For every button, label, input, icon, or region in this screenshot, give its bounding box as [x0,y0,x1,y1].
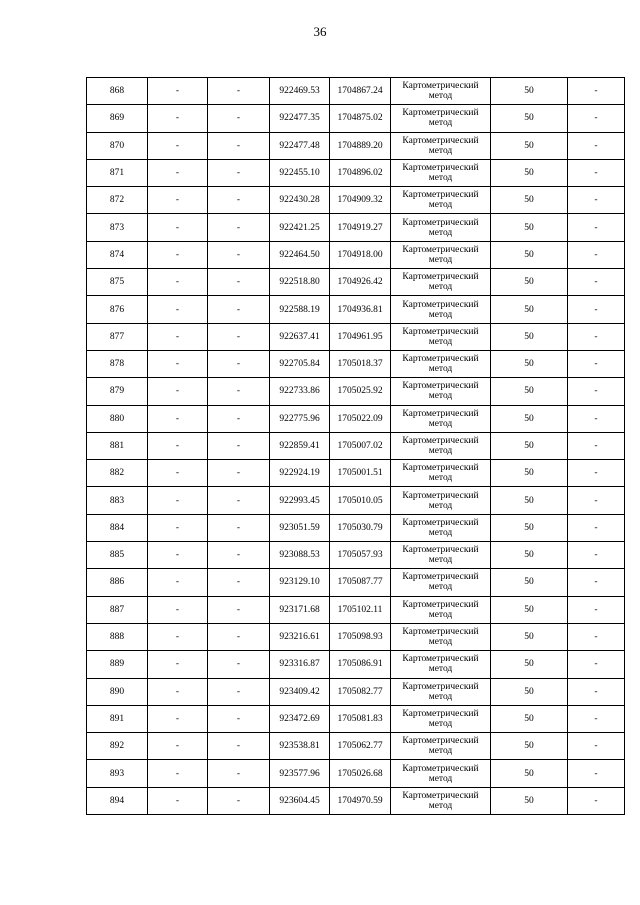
accuracy-cell: 50 [491,569,568,596]
dash-cell: - [148,623,208,650]
dash-cell: - [208,105,270,132]
dash-cell: - [568,623,625,650]
dash-cell: - [568,378,625,405]
accuracy-cell: 50 [491,651,568,678]
dash-cell: - [148,787,208,814]
x-coordinate-cell: 923472.69 [270,705,330,732]
x-coordinate-cell: 923577.96 [270,760,330,787]
method-cell: Картометрический метод [391,214,491,241]
point-number-cell: 872 [87,187,148,214]
point-number-cell: 874 [87,241,148,268]
dash-cell: - [568,269,625,296]
dash-cell: - [568,678,625,705]
table-row [87,514,625,541]
dash-cell: - [208,214,270,241]
dash-cell: - [148,678,208,705]
dash-cell: - [148,760,208,787]
dash-cell: - [208,678,270,705]
dash-cell: - [208,296,270,323]
point-number-cell: 878 [87,350,148,377]
y-coordinate-cell: 1704875.02 [330,105,391,132]
y-coordinate-cell: 1705001.51 [330,460,391,487]
dash-cell: - [148,378,208,405]
x-coordinate-cell: 922455.10 [270,159,330,186]
point-number-cell: 873 [87,214,148,241]
accuracy-cell: 50 [491,187,568,214]
table-row [87,623,625,650]
point-number-cell: 868 [87,78,148,105]
method-cell: Картометрический метод [391,514,491,541]
y-coordinate-cell: 1704909.32 [330,187,391,214]
dash-cell: - [568,241,625,268]
method-cell: Картометрический метод [391,678,491,705]
table-row [87,187,625,214]
x-coordinate-cell: 922477.48 [270,132,330,159]
table-row [87,596,625,623]
dash-cell: - [568,187,625,214]
dash-cell: - [568,569,625,596]
dash-cell: - [568,705,625,732]
table-row [87,487,625,514]
method-cell: Картометрический метод [391,323,491,350]
method-cell: Картометрический метод [391,405,491,432]
table-row [87,760,625,787]
y-coordinate-cell: 1704926.42 [330,269,391,296]
x-coordinate-cell: 922588.19 [270,296,330,323]
dash-cell: - [148,187,208,214]
method-cell: Картометрический метод [391,787,491,814]
x-coordinate-cell: 922859.41 [270,432,330,459]
method-cell: Картометрический метод [391,78,491,105]
table-row [87,78,625,105]
y-coordinate-cell: 1705007.02 [330,432,391,459]
accuracy-cell: 50 [491,487,568,514]
x-coordinate-cell: 922705.84 [270,350,330,377]
dash-cell: - [568,350,625,377]
method-cell: Картометрический метод [391,105,491,132]
table-row [87,350,625,377]
accuracy-cell: 50 [491,760,568,787]
dash-cell: - [148,214,208,241]
table-row [87,405,625,432]
dash-cell: - [208,78,270,105]
dash-cell: - [148,569,208,596]
y-coordinate-cell: 1705087.77 [330,569,391,596]
y-coordinate-cell: 1704936.81 [330,296,391,323]
dash-cell: - [568,159,625,186]
table-row [87,569,625,596]
point-number-cell: 881 [87,432,148,459]
point-number-cell: 875 [87,269,148,296]
dash-cell: - [568,105,625,132]
x-coordinate-cell: 923129.10 [270,569,330,596]
y-coordinate-cell: 1704961.95 [330,323,391,350]
dash-cell: - [208,350,270,377]
x-coordinate-cell: 922469.53 [270,78,330,105]
dash-cell: - [208,460,270,487]
dash-cell: - [208,378,270,405]
dash-cell: - [568,132,625,159]
x-coordinate-cell: 922518.80 [270,269,330,296]
table-row [87,241,625,268]
table-row [87,323,625,350]
method-cell: Картометрический метод [391,187,491,214]
point-number-cell: 869 [87,105,148,132]
dash-cell: - [568,78,625,105]
dash-cell: - [208,514,270,541]
dash-cell: - [208,787,270,814]
accuracy-cell: 50 [491,296,568,323]
dash-cell: - [148,514,208,541]
dash-cell: - [208,487,270,514]
dash-cell: - [148,296,208,323]
x-coordinate-cell: 923409.42 [270,678,330,705]
accuracy-cell: 50 [491,460,568,487]
method-cell: Картометрический метод [391,460,491,487]
x-coordinate-cell: 923171.68 [270,596,330,623]
dash-cell: - [568,460,625,487]
y-coordinate-cell: 1705102.11 [330,596,391,623]
x-coordinate-cell: 922477.35 [270,105,330,132]
point-number-cell: 877 [87,323,148,350]
table-row [87,733,625,760]
dash-cell: - [568,733,625,760]
accuracy-cell: 50 [491,514,568,541]
dash-cell: - [208,542,270,569]
dash-cell: - [148,78,208,105]
y-coordinate-cell: 1705086.91 [330,651,391,678]
y-coordinate-cell: 1705025.92 [330,378,391,405]
method-cell: Картометрический метод [391,705,491,732]
accuracy-cell: 50 [491,787,568,814]
point-number-cell: 894 [87,787,148,814]
x-coordinate-cell: 922775.96 [270,405,330,432]
y-coordinate-cell: 1704896.02 [330,159,391,186]
method-cell: Картометрический метод [391,542,491,569]
point-number-cell: 890 [87,678,148,705]
accuracy-cell: 50 [491,678,568,705]
dash-cell: - [148,542,208,569]
accuracy-cell: 50 [491,542,568,569]
x-coordinate-cell: 922464.50 [270,241,330,268]
table-row [87,460,625,487]
y-coordinate-cell: 1705010.05 [330,487,391,514]
dash-cell: - [148,105,208,132]
point-number-cell: 883 [87,487,148,514]
method-cell: Картометрический метод [391,350,491,377]
dash-cell: - [208,323,270,350]
dash-cell: - [568,432,625,459]
point-number-cell: 885 [87,542,148,569]
point-number-cell: 888 [87,623,148,650]
accuracy-cell: 50 [491,378,568,405]
table-row [87,132,625,159]
accuracy-cell: 50 [491,105,568,132]
dash-cell: - [148,432,208,459]
dash-cell: - [208,132,270,159]
point-number-cell: 887 [87,596,148,623]
dash-cell: - [568,323,625,350]
dash-cell: - [568,296,625,323]
point-number-cell: 891 [87,705,148,732]
table-row [87,542,625,569]
dash-cell: - [568,596,625,623]
dash-cell: - [568,405,625,432]
table-row [87,105,625,132]
accuracy-cell: 50 [491,350,568,377]
method-cell: Картометрический метод [391,132,491,159]
dash-cell: - [148,596,208,623]
dash-cell: - [148,487,208,514]
coordinates-table-body [87,78,625,815]
point-number-cell: 880 [87,405,148,432]
dash-cell: - [148,405,208,432]
dash-cell: - [148,733,208,760]
page-number: 36 [313,24,327,39]
dash-cell: - [208,651,270,678]
point-number-cell: 889 [87,651,148,678]
accuracy-cell: 50 [491,623,568,650]
table-row [87,705,625,732]
table-row [87,678,625,705]
dash-cell: - [208,241,270,268]
dash-cell: - [568,514,625,541]
x-coordinate-cell: 922733.86 [270,378,330,405]
dash-cell: - [208,733,270,760]
method-cell: Картометрический метод [391,733,491,760]
point-number-cell: 893 [87,760,148,787]
y-coordinate-cell: 1705057.93 [330,542,391,569]
accuracy-cell: 50 [491,78,568,105]
dash-cell: - [148,159,208,186]
table-row [87,432,625,459]
table-row [87,159,625,186]
method-cell: Картометрический метод [391,296,491,323]
dash-cell: - [568,487,625,514]
table-row [87,269,625,296]
dash-cell: - [568,651,625,678]
accuracy-cell: 50 [491,323,568,350]
x-coordinate-cell: 922421.25 [270,214,330,241]
point-number-cell: 870 [87,132,148,159]
dash-cell: - [568,214,625,241]
accuracy-cell: 50 [491,733,568,760]
x-coordinate-cell: 923051.59 [270,514,330,541]
method-cell: Картометрический метод [391,596,491,623]
method-cell: Картометрический метод [391,159,491,186]
table-row [87,651,625,678]
method-cell: Картометрический метод [391,487,491,514]
table-row [87,378,625,405]
point-number-cell: 876 [87,296,148,323]
accuracy-cell: 50 [491,269,568,296]
dash-cell: - [208,269,270,296]
dash-cell: - [148,350,208,377]
coordinates-table [86,77,625,815]
point-number-cell: 879 [87,378,148,405]
dash-cell: - [208,760,270,787]
y-coordinate-cell: 1705098.93 [330,623,391,650]
point-number-cell: 884 [87,514,148,541]
dash-cell: - [148,132,208,159]
y-coordinate-cell: 1704867.24 [330,78,391,105]
y-coordinate-cell: 1705030.79 [330,514,391,541]
method-cell: Картометрический метод [391,623,491,650]
y-coordinate-cell: 1704919.27 [330,214,391,241]
method-cell: Картометрический метод [391,760,491,787]
dash-cell: - [148,269,208,296]
x-coordinate-cell: 923316.87 [270,651,330,678]
accuracy-cell: 50 [491,241,568,268]
point-number-cell: 892 [87,733,148,760]
x-coordinate-cell: 922430.28 [270,187,330,214]
dash-cell: - [148,705,208,732]
table-row [87,787,625,814]
x-coordinate-cell: 922637.41 [270,323,330,350]
point-number-cell: 882 [87,460,148,487]
y-coordinate-cell: 1705062.77 [330,733,391,760]
point-number-cell: 886 [87,569,148,596]
dash-cell: - [208,623,270,650]
accuracy-cell: 50 [491,405,568,432]
dash-cell: - [568,760,625,787]
y-coordinate-cell: 1705026.68 [330,760,391,787]
method-cell: Картометрический метод [391,569,491,596]
dash-cell: - [148,323,208,350]
dash-cell: - [208,596,270,623]
x-coordinate-cell: 922993.45 [270,487,330,514]
dash-cell: - [208,432,270,459]
y-coordinate-cell: 1705081.83 [330,705,391,732]
dash-cell: - [208,159,270,186]
y-coordinate-cell: 1705018.37 [330,350,391,377]
y-coordinate-cell: 1704889.20 [330,132,391,159]
table-row [87,296,625,323]
y-coordinate-cell: 1705022.09 [330,405,391,432]
accuracy-cell: 50 [491,132,568,159]
accuracy-cell: 50 [491,432,568,459]
method-cell: Картометрический метод [391,269,491,296]
accuracy-cell: 50 [491,159,568,186]
x-coordinate-cell: 922924.19 [270,460,330,487]
y-coordinate-cell: 1704970.59 [330,787,391,814]
dash-cell: - [208,187,270,214]
x-coordinate-cell: 923538.81 [270,733,330,760]
y-coordinate-cell: 1704918.00 [330,241,391,268]
point-number-cell: 871 [87,159,148,186]
dash-cell: - [208,705,270,732]
x-coordinate-cell: 923604.45 [270,787,330,814]
y-coordinate-cell: 1705082.77 [330,678,391,705]
method-cell: Картометрический метод [391,432,491,459]
method-cell: Картометрический метод [391,378,491,405]
dash-cell: - [148,460,208,487]
accuracy-cell: 50 [491,596,568,623]
dash-cell: - [148,241,208,268]
x-coordinate-cell: 923088.53 [270,542,330,569]
accuracy-cell: 50 [491,214,568,241]
dash-cell: - [148,651,208,678]
method-cell: Картометрический метод [391,651,491,678]
dash-cell: - [568,542,625,569]
table-row [87,214,625,241]
accuracy-cell: 50 [491,705,568,732]
dash-cell: - [208,569,270,596]
dash-cell: - [568,787,625,814]
method-cell: Картометрический метод [391,241,491,268]
x-coordinate-cell: 923216.61 [270,623,330,650]
dash-cell: - [208,405,270,432]
